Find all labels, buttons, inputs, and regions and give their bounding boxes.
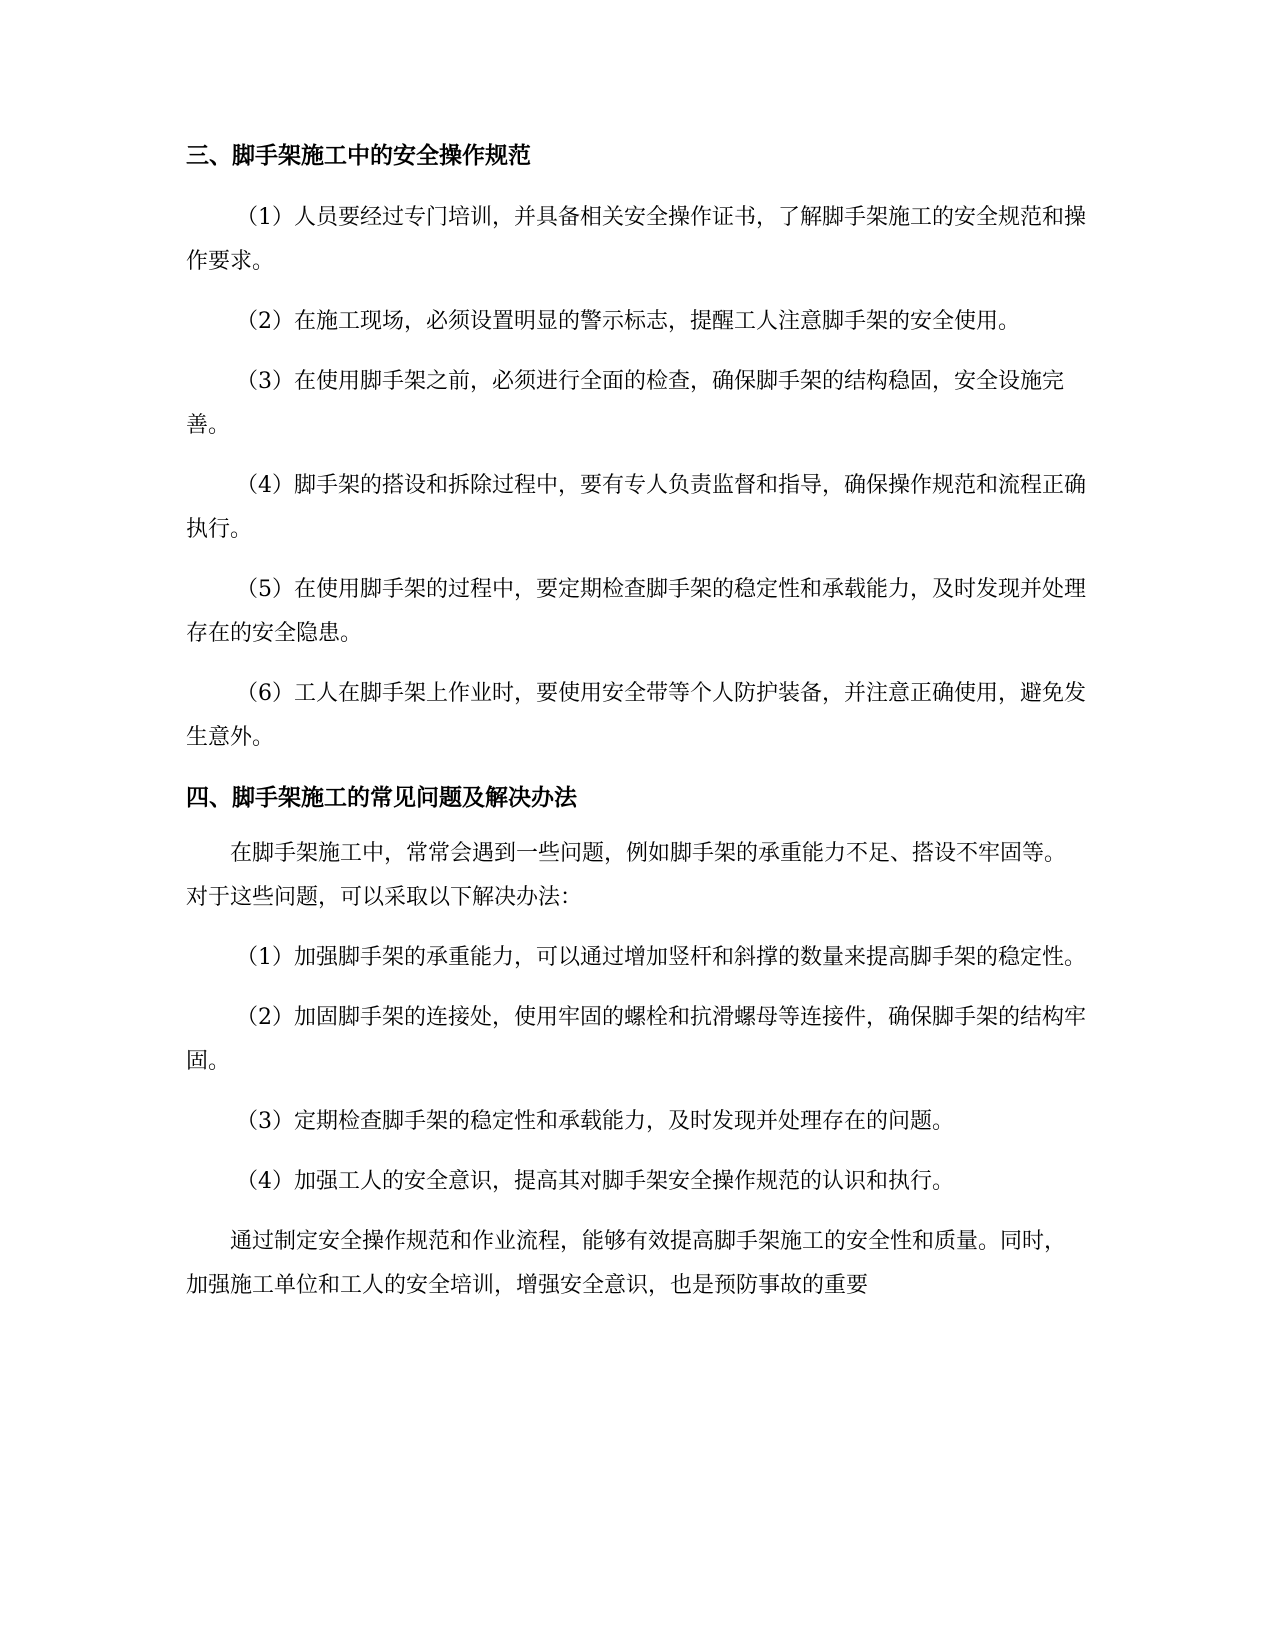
section4-item-3: （3）定期检查脚手架的稳定性和承载能力，及时发现并处理存在的问题。 xyxy=(236,1109,954,1134)
conclusion-paragraph: 通过制定安全操作规范和作业流程，能够有效提高脚手架施工的安全性和质量。同时，加强施工单位和工人的安全培训，增强安全意识，也是预防事故的重要 xyxy=(186,1229,1067,1298)
section3-item-1: （1）人员要经过专门培训，并具备相关安全操作证书，了解脚手架施工的安全规范和操作要求。 xyxy=(186,205,1086,274)
section3-item-6: （6）工人在脚手架上作业时，要使用安全带等个人防护装备，并注意正确使用，避免发生意外。 xyxy=(186,681,1086,750)
section3-item-3: （3）在使用脚手架之前，必须进行全面的检查，确保脚手架的结构稳固，安全设施完善。 xyxy=(186,369,1064,438)
document-page xyxy=(186,140,1086,1308)
section4-heading: 四、脚手架施工的常见问题及解决办法 xyxy=(186,785,577,811)
section4-item-1: （1）加强脚手架的承重能力，可以通过增加竖杆和斜撑的数量来提高脚手架的稳定性。 xyxy=(236,945,1086,970)
section3-item-2: （2）在施工现场，必须设置明显的警示标志，提醒工人注意脚手架的安全使用。 xyxy=(236,309,1020,334)
section4-intro: 在脚手架施工中，常常会遇到一些问题，例如脚手架的承重能力不足、搭设不牢固等。对于这些问题，可以采取以下解决办法： xyxy=(186,841,1067,910)
section3-item-4: （4）脚手架的搭设和拆除过程中，要有专人负责监督和指导，确保操作规范和流程正确执行。 xyxy=(186,473,1086,542)
section4-item-4: （4）加强工人的安全意识，提高其对脚手架安全操作规范的认识和执行。 xyxy=(236,1169,954,1194)
section4-item-2: （2）加固脚手架的连接处，使用牢固的螺栓和抗滑螺母等连接件，确保脚手架的结构牢固。 xyxy=(186,1005,1086,1074)
section3-item-5: （5）在使用脚手架的过程中，要定期检查脚手架的稳定性和承载能力，及时发现并处理存在的安全隐患。 xyxy=(186,577,1086,646)
section3-heading: 三、脚手架施工中的安全操作规范 xyxy=(186,143,531,169)
